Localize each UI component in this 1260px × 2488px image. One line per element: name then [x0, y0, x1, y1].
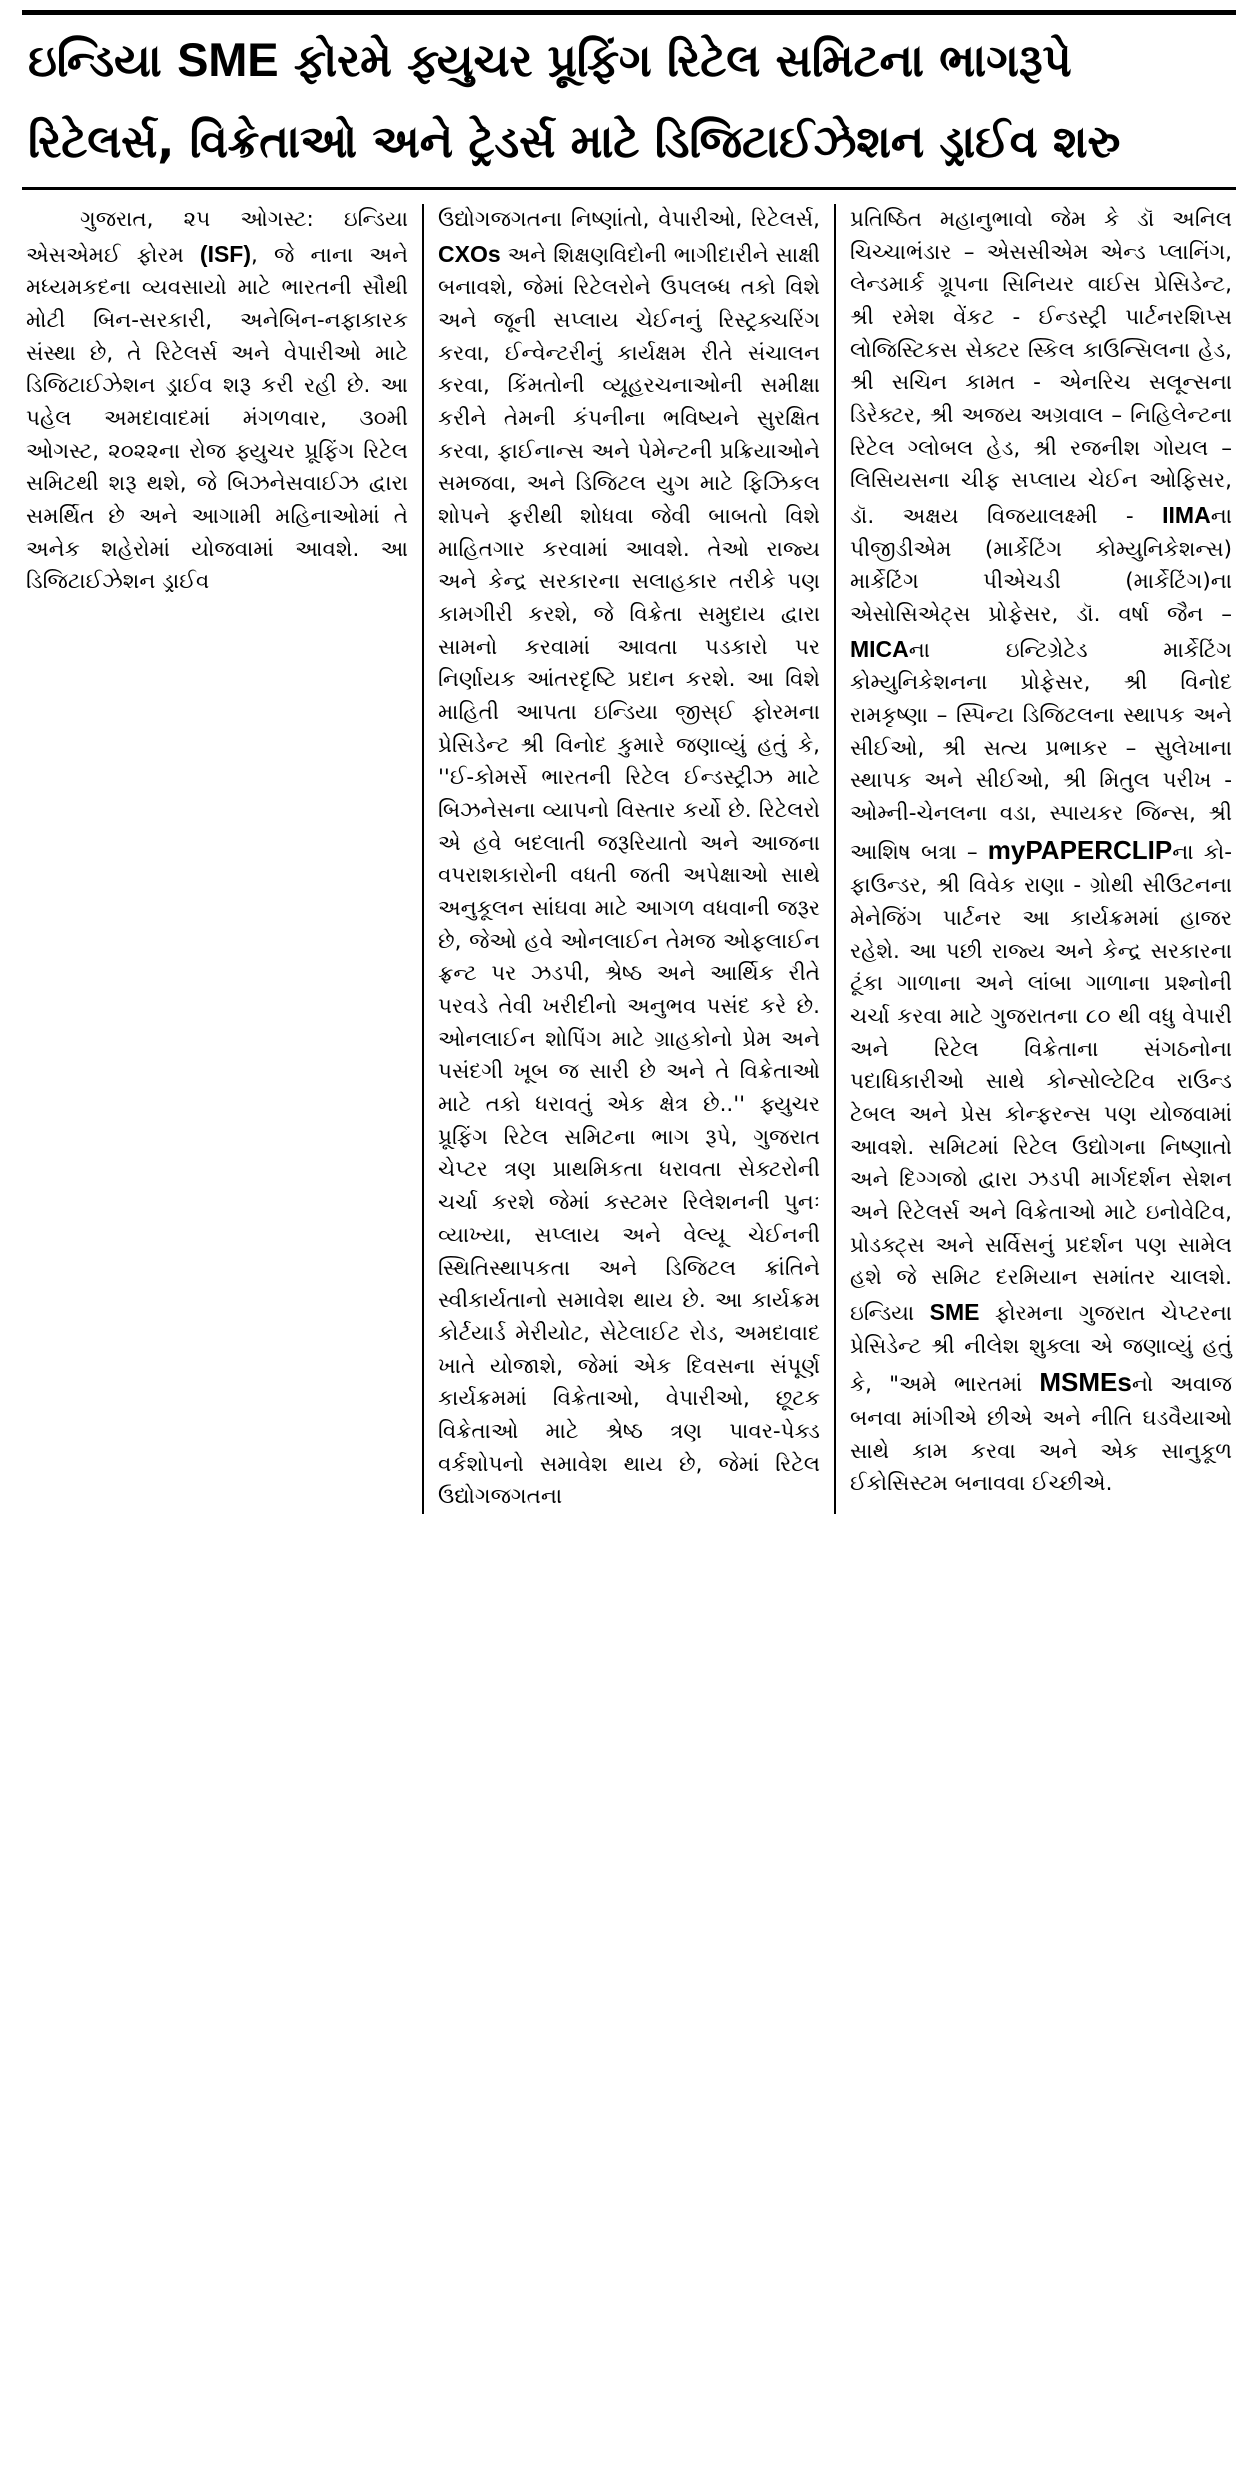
headline-divider — [22, 187, 1236, 190]
headline-line-1-part-a: ઇન્ડિયા — [28, 34, 178, 87]
headline-line-1-part-b: ફોરમે ફ્યુચર પ્રૂફિંગ રિટેલ સમિટના ભાગરૂપે — [278, 34, 1072, 87]
paragraph: પ્રતિષ્ઠિત મહાનુભાવો જેમ કે ડૉ અનિલ ચિચ્ચાભંડાર – એસસીએમ એન્ડ પ્લાનિંગ, લેન્ડમાર્ક ગ્રૂપના સિનિયર વાઈસ પ્રેસિડેન્ટ, શ્રી રમેશ વેંકટ - ઈન્ડસ્ટ્રી પાર્ટનરશિપ્સ લોજિસ્ટિકસ સેક્ટર સ્કિલ કાઉન્સિલના હેડ, શ્રી સચિન કામત - એનરિચ સલૂન્સના ડિરેક્ટર, શ્રી અજય અગ્રવાલ – નિહિલેન્ટના રિટેલ ગ્લોબલ હેડ, શ્રી રજનીશ ગોયલ – લિસિયસના ચીફ સપ્લાય ચેઈન ઓફિસર, ડૉ. અક્ષય વિજયાલક્ષ્મી - IIMAના પીજીડીએમ (માર્કેટિંગ કોમ્યુનિકેશન્સ) માર્કેટિંગ પીએચડી (માર્કેટિંગ)ના એસોસિએટ્સ પ્રોફેસર, ડૉ. વર્ષા જૈન – MICAના ઇન્ટિગ્રેટેડ માર્કેટિંગ કોમ્યુનિકેશનના પ્રોફેસર, શ્રી વિનોદ રામકૃષ્ણા – સ્પિન્ટા ડિજિટલના સ્થાપક અને સીઈઓ, શ્રી સત્ય પ્રભાકર – સુલેખાના સ્થાપક અને સીઈઓ, શ્રી મિતુલ પરીખ - ઓમ્ની-ચેનલના વડા, સ્પાયકર જિન્સ, શ્રી આશિષ બત્રા – myPAPERCLIPના કો-ફાઉન્ડર, શ્રી વિવેક રાણા - ગ્રોથી સીઉટનના મેનેજિંગ પાર્ટનર આ કાર્યક્રમમાં હાજર રહેશે. આ પછી રાજ્ય અને કેન્દ્ર સરકારના ટૂંકા ગાળાના અને લાંબા ગાળાના પ્રશ્નોની ચર્ચા કરવા માટે ગુજરાતના ૮૦ થી વધુ વેપારી અને રિટેલ વિક્રેતાના સંગઠનોના પદાધિકારીઓ સાથે કોન્સોલ્ટેટિવ રાઉન્ડ ટેબલ અને પ્રેસ કોન્ફરન્સ પણ યોજવામાં આવશે. સમિટમાં રિટેલ ઉદ્યોગના નિષ્ણાતો અને દિગ્ગજો દ્વારા ઝડપી માર્ગદર્શન સેશન અને રિટેલર્સ અને વિક્રેતાઓ માટે ઇનોવેટિવ, પ્રોડક્ટ્સ અને સર્વિસનું પ્રદર્શન પણ સામેલ હશે જે સમિટ દરમિયાન સમાંતર ચાલશે. ઇન્ડિયા SME ફોરમના ગુજરાત ચેપ્ટરના પ્રેસિડેન્ટ શ્રી નીલેશ શુક્લા એ જણાવ્યું હતું કે, "અમે ભારતમાં MSMEsનો અવાજ બનવા માંગીએ છીએ અને નીતિ ઘડવૈયાઓ સાથે કામ કરવા અને એક સાનુકૂળ ઈકોસિસ્ટમ બનાવવા ઈચ્છીએ. — [850, 207, 1233, 1497]
headline-line-1-latin: SME — [177, 33, 279, 86]
inline-acronym: (ISF) — [199, 240, 252, 267]
inline-brand-name: myPAPERCLIP — [987, 834, 1173, 865]
article-body — [22, 204, 1236, 1514]
inline-brand-name: MSMEs — [1039, 1367, 1132, 1398]
headline-line-1 — [28, 29, 1230, 91]
headline-line-2: રિટેલર્સ, વિક્રેતાઓ અને ટ્રેડર્સ માટે ડિજિટાઈઝેશન ડ્રાઈવ શરુ — [28, 114, 1121, 168]
paragraph: ઉદ્યોગજગતના નિષ્ણાંતો, વેપારીઓ, રિટેલર્સ, CXOs અને શિક્ષણવિદોની ભાગીદારીને સાક્ષી બનાવશે, જેમાં રિટેલરોને ઉપલબ્ધ તકો વિશે અને જૂની સપ્લાય ચેઈનનું રિસ્ટ્રક્ચરિંગ કરવા, ઈન્વેન્ટરીનું કાર્યક્ષમ રીતે સંચાલન કરવા, કિંમતોની વ્યૂહરચનાઓની સમીક્ષા કરીને તેમની કંપનીના ભવિષ્યને સુરક્ષિત કરવા, ફાઈનાન્સ અને પેમેન્ટની પ્રક્રિયાઓને સમજવા, અને ડિજિટલ યુગ માટે ફિઝિકલ શોપને ફરીથી શોધવા જેવી બાબતો વિશે માહિતગાર કરવામાં આવશે. તેઓ રાજ્ય અને કેન્દ્ર સરકારના સલાહકાર તરીકે પણ કામગીરી કરશે, જે વિક્રેતા સમુદાય દ્વારા સામનો કરવામાં આવતા પડકારો પર નિર્ણાયક આંતરદૃષ્ટિ પ્રદાન કરશે. આ વિશે માહિતી આપતા ઇન્ડિયા જીસ્ઈ ફોરમના પ્રેસિડેન્ટ શ્રી વિનોદ કુમારે જણાવ્યું હતું કે, ''ઈ-કોમર્સે ભારતની રિટેલ ઈન્ડસ્ટ્રીઝ માટે બિઝનેસના વ્યાપનો વિસ્તાર કર્યો છે. રિટેલરો એ હવે બદલાતી જરૂરિયાતો અને આજના વપરાશકારોની વધતી જતી અપેક્ષાઓ સાથે અનુકૂલન સાંઘવા માટે આગળ વધવાની જરૂર છે, જેઓ હવે ઓનલાઈન તેમજ ઓફલાઈન ફ્રન્ટ પર ઝડપી, શ્રેષ્ઠ અને આર્થિક રીતે પરવડે તેવી ખરીદીનો અનુભવ પસંદ કરે છે. ઓનલાઈન શોપિંગ માટે ગ્રાહકોનો પ્રેમ અને પસંદગી ખૂબ જ સારી છે અને તે વિક્રેતાઓ માટે તકો ધરાવતું એક ક્ષેત્ર છે..'' ફ્યુચર પ્રૂફિંગ રિટેલ સમિટના ભાગ રૂપે, ગુજરાત ચેપ્ટર ત્રણ પ્રાથમિકતા ધરાવતા સેક્ટરોની ચર્ચા કરશે જેમાં કસ્ટમર રિલેશનની પુનઃ વ્યાખ્યા, સપ્લાય અને વેલ્યૂ ચેઈનની સ્થિતિસ્થાપકતા અને ડિજિટલ ક્રાંતિને સ્વીકાર્યતાનો સમાવેશ થાય છે. આ કાર્યક્રમ કોર્ટયાર્ડ મેરીયોટ, સેટેલાઈટ રોડ, અમદાવાદ ખાતે યોજાશે, જેમાં એક દિવસના સંપૂર્ણ કાર્યક્રમમાં વિક્રેતાઓ, વેપારીઓ, છૂટક વિક્રેતાઓ માટે શ્રેષ્ઠ ત્રણ પાવર-પેક્ડ વર્કશોપનો સમાવેશ થાય છે, જેમાં રિટેલ ઉદ્યોગજગતના — [438, 207, 820, 1510]
article-column-1 — [22, 204, 424, 1514]
inline-acronym: MICA — [850, 635, 909, 662]
inline-acronym: SME — [929, 1299, 980, 1326]
article-column-2 — [424, 204, 836, 1514]
top-divider — [22, 10, 1236, 15]
paragraph: ગુજરાત, ૨૫ ઓગસ્ટ: ઇન્ડિયા એસએમઈ ફોરમ (ISF), જે નાના અને મધ્યમકદના વ્યવસાયો માટે ભારતની સૌથી મોટી બિન-સરકારી, અનેબિન-નફાકારક સંસ્થા છે, તે રિટેલર્સ અને વેપારીઓ માટે ડિજિટાઈઝેશન ડ્રાઈવ શરૂ કરી રહી છે. આ પહેલ અમદાવાદમાં મંગળવાર, ૩૦મી ઓગસ્ટ, ૨૦૨૨ના રોજ ફ્યુચર પ્રૂફિંગ રિટેલ સમિટથી શરૂ થશે, જે બિઝનેસવાઈઝ દ્વારા સમર્થિત છે અને આગામી મહિનાઓમાં તે અનેક શહેરોમાં યોજવામાં આવશે. આ ડિજિટાઈઝેશન ડ્રાઈવ — [26, 207, 408, 595]
article-headline — [22, 29, 1236, 171]
inline-acronym: IIMA — [1162, 502, 1211, 529]
article-column-3 — [836, 204, 1236, 1514]
inline-acronym: CXOs — [438, 240, 501, 267]
